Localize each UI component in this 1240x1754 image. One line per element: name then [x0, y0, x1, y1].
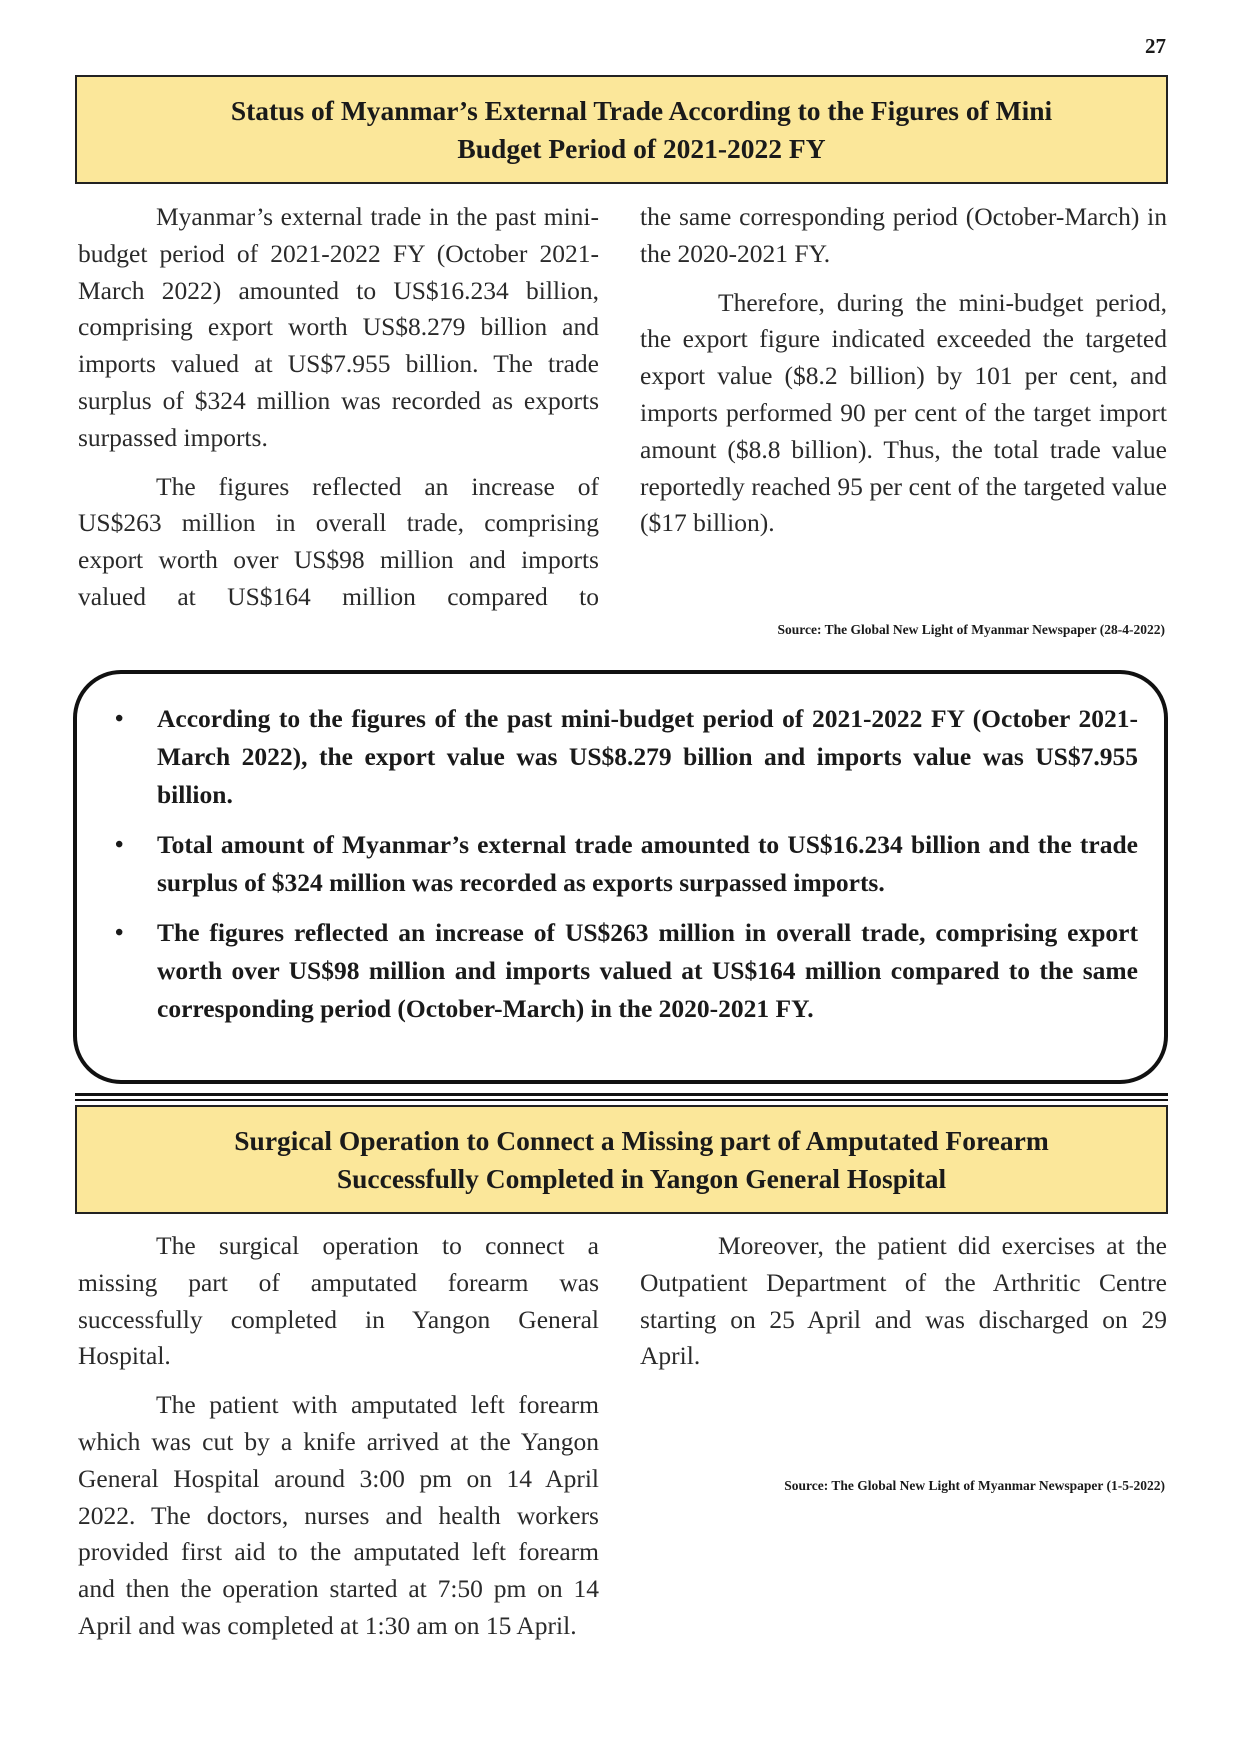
key-point	[97, 826, 1138, 902]
article1-right-column	[640, 199, 1167, 554]
article1-left-column	[78, 199, 599, 628]
title-line: Surgical Operation to Connect a Missing part of Amputated Forearm	[234, 1124, 1049, 1156]
article-title-trade	[75, 75, 1168, 184]
paragraph: The patient with amputated left forearm which was cut by a knife arrived at the Yangon General Hospital around 3:00 pm on 14 April 2022. The doctors, nurses and health workers provided first aid to the amputated left forearm and then the operation started at 7:50 pm on 14 April and was completed at 1:30 am on 15 April.	[78, 1390, 599, 1640]
paragraph: Moreover, the patient did exercises at the Outpatient Department of the Arthritic Centre starting on 25 April and was discharged on 29 April.	[640, 1231, 1167, 1371]
bullet-icon: •	[115, 706, 124, 732]
paragraph: Therefore, during the mini-budget period, the export figure indicated exceeded the targeted export value ($8.2 billion) by 101 per cent, and imports performed 90 per cent of the target import amount ($8.8 billion). Thus, the total trade value reportedly reached 95 per cent of the targeted value ($17 billion).	[640, 287, 1167, 538]
source-citation: Source: The Global New Light of Myanmar Newspaper (1-5-2022)	[784, 1478, 1165, 1493]
paragraph: the same corresponding period (October-March) in the 2020-2021 FY.	[640, 202, 1167, 268]
article-title-surgery	[75, 1105, 1168, 1214]
title-line: Successfully Completed in Yangon General Hospital	[336, 1162, 947, 1194]
title-line: Budget Period of 2021-2022 FY	[457, 132, 826, 164]
source-citation: Source: The Global New Light of Myanmar Newspaper (28-4-2022)	[777, 622, 1165, 637]
section-divider	[75, 1099, 1168, 1101]
key-point-text: Total amount of Myanmar’s external trade amounted to US$16.234 billion and the trade surplus of $324 million was recorded as exports surpassed imports.	[157, 830, 1138, 897]
paragraph: The surgical operation to connect a missing part of amputated forearm was successfully completed in Yangon General Hospital.	[78, 1231, 599, 1371]
bullet-icon: •	[115, 832, 124, 858]
bullet-icon: •	[115, 920, 124, 946]
page-number: 27	[1145, 34, 1166, 58]
key-point-text: According to the figures of the past mini-budget period of 2021-2022 FY (October 2021-March 2022), the export value was US$8.279 billion and imports value was US$7.955 billion.	[157, 704, 1138, 809]
paragraph: The figures reflected an increase of US$263 million in overall trade, comprising export worth over US$98 million and imports valued at US$164 million compared to	[78, 471, 599, 611]
key-point-text: The figures reflected an increase of US$263 million in overall trade, comprising export worth over US$98 million and imports valued at US$164 million compared to the same corresponding period (October-March) in the 2020-2021 FY.	[157, 918, 1138, 1023]
key-point	[97, 914, 1138, 1028]
paragraph: Myanmar’s external trade in the past mini-budget period of 2021-2022 FY (October 2021-March 2022) amounted to US$16.234 billion, comprising export worth US$8.279 billion and imports valued at US$7.955 billion. The trade surplus of $324 million was recorded as exports surpassed imports.	[78, 202, 599, 452]
key-points-box	[73, 670, 1168, 1084]
title-line: Status of Myanmar’s External Trade According to the Figures of Mini	[230, 94, 1053, 126]
article2-left-column	[78, 1228, 599, 1657]
section-divider	[75, 1093, 1168, 1096]
key-point	[97, 700, 1138, 814]
article2-right-column	[640, 1228, 1167, 1387]
